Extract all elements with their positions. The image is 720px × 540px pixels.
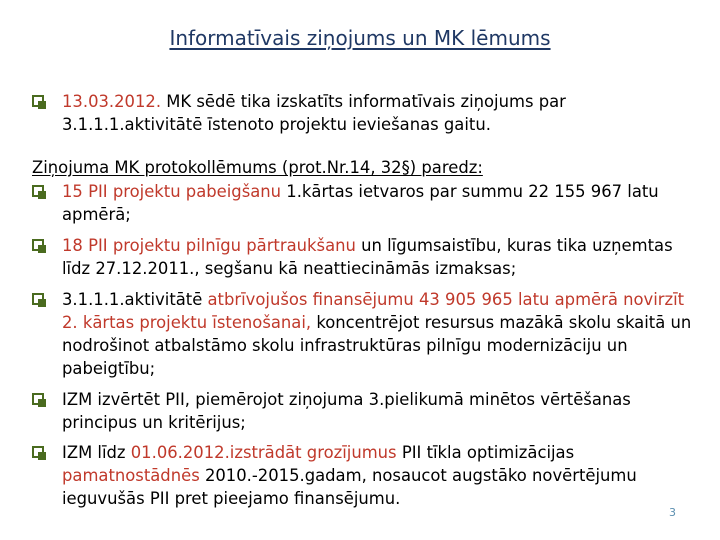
checkbox-bullet-icon — [32, 293, 44, 305]
list-item — [32, 234, 692, 280]
intro-text: MK sēdē tika izskatīts informatīvais ziņojums par 3.1.1.1.aktivitātē īstenoto projektu ieviešanas gaitu. — [62, 92, 566, 134]
list-item — [32, 388, 692, 434]
highlight-text: 01.06.2012.izstrādāt grozījumus — [130, 443, 397, 462]
item-text: IZM izvērtēt PII, piemērojot ziņojuma 3.pielikumā minētos vērtēšanas principus un kritērijus; — [62, 390, 631, 432]
list-item — [32, 180, 692, 226]
item-text: IZM līdz — [62, 443, 131, 462]
page-number: 3 — [669, 506, 676, 519]
highlight-text: 18 PII projektu pilnīgu pārtraukšanu — [62, 236, 356, 255]
intro-item — [32, 90, 692, 136]
list-item — [32, 441, 692, 510]
highlight-text: pamatnostādnēs — [62, 466, 200, 485]
intro-date: 13.03.2012. — [62, 92, 162, 111]
checkbox-bullet-icon — [32, 239, 44, 251]
checkbox-bullet-icon — [32, 393, 44, 405]
list-item — [32, 288, 692, 380]
checkbox-bullet-icon — [32, 446, 44, 458]
item-text: un līgumsaistību, kuras tika uzņemtas līdz 27.12.2011., segšanu kā neattiecināmās izmaksas; — [62, 236, 673, 278]
item-text: 2010.-2015.gadam, nosaucot augstāko novērtējumu ieguvušās PII pret pieejamo finansējumu. — [62, 466, 637, 508]
slide-title: Informatīvais ziņojums un MK lēmums — [169, 26, 551, 50]
item-text: 3.1.1.1.aktivitātē — [62, 290, 208, 309]
item-text: PII tīkla optimizācijas — [396, 443, 575, 462]
checkbox-bullet-icon — [32, 95, 44, 107]
item-text: 1.kārtas ietvaros par summu 22 155 967 latu apmērā; — [62, 182, 659, 224]
section-heading: Ziņojuma MK protokollēmums (prot.Nr.14, 32§) paredz: — [32, 158, 483, 177]
item-text: koncentrējot resursus mazākā skolu skaitā un nodrošinot atbalstāmo skolu infrastruktūras pilnīgu modernizāciju un pabeigtību; — [62, 313, 692, 378]
checkbox-bullet-icon — [32, 185, 44, 197]
highlight-text: 15 PII projektu pabeigšanu — [62, 182, 282, 201]
highlight-text: atbrīvojušos finansējumu 43 905 965 latu apmērā novirzīt 2. kārtas projektu īstenošanai, — [62, 290, 685, 332]
